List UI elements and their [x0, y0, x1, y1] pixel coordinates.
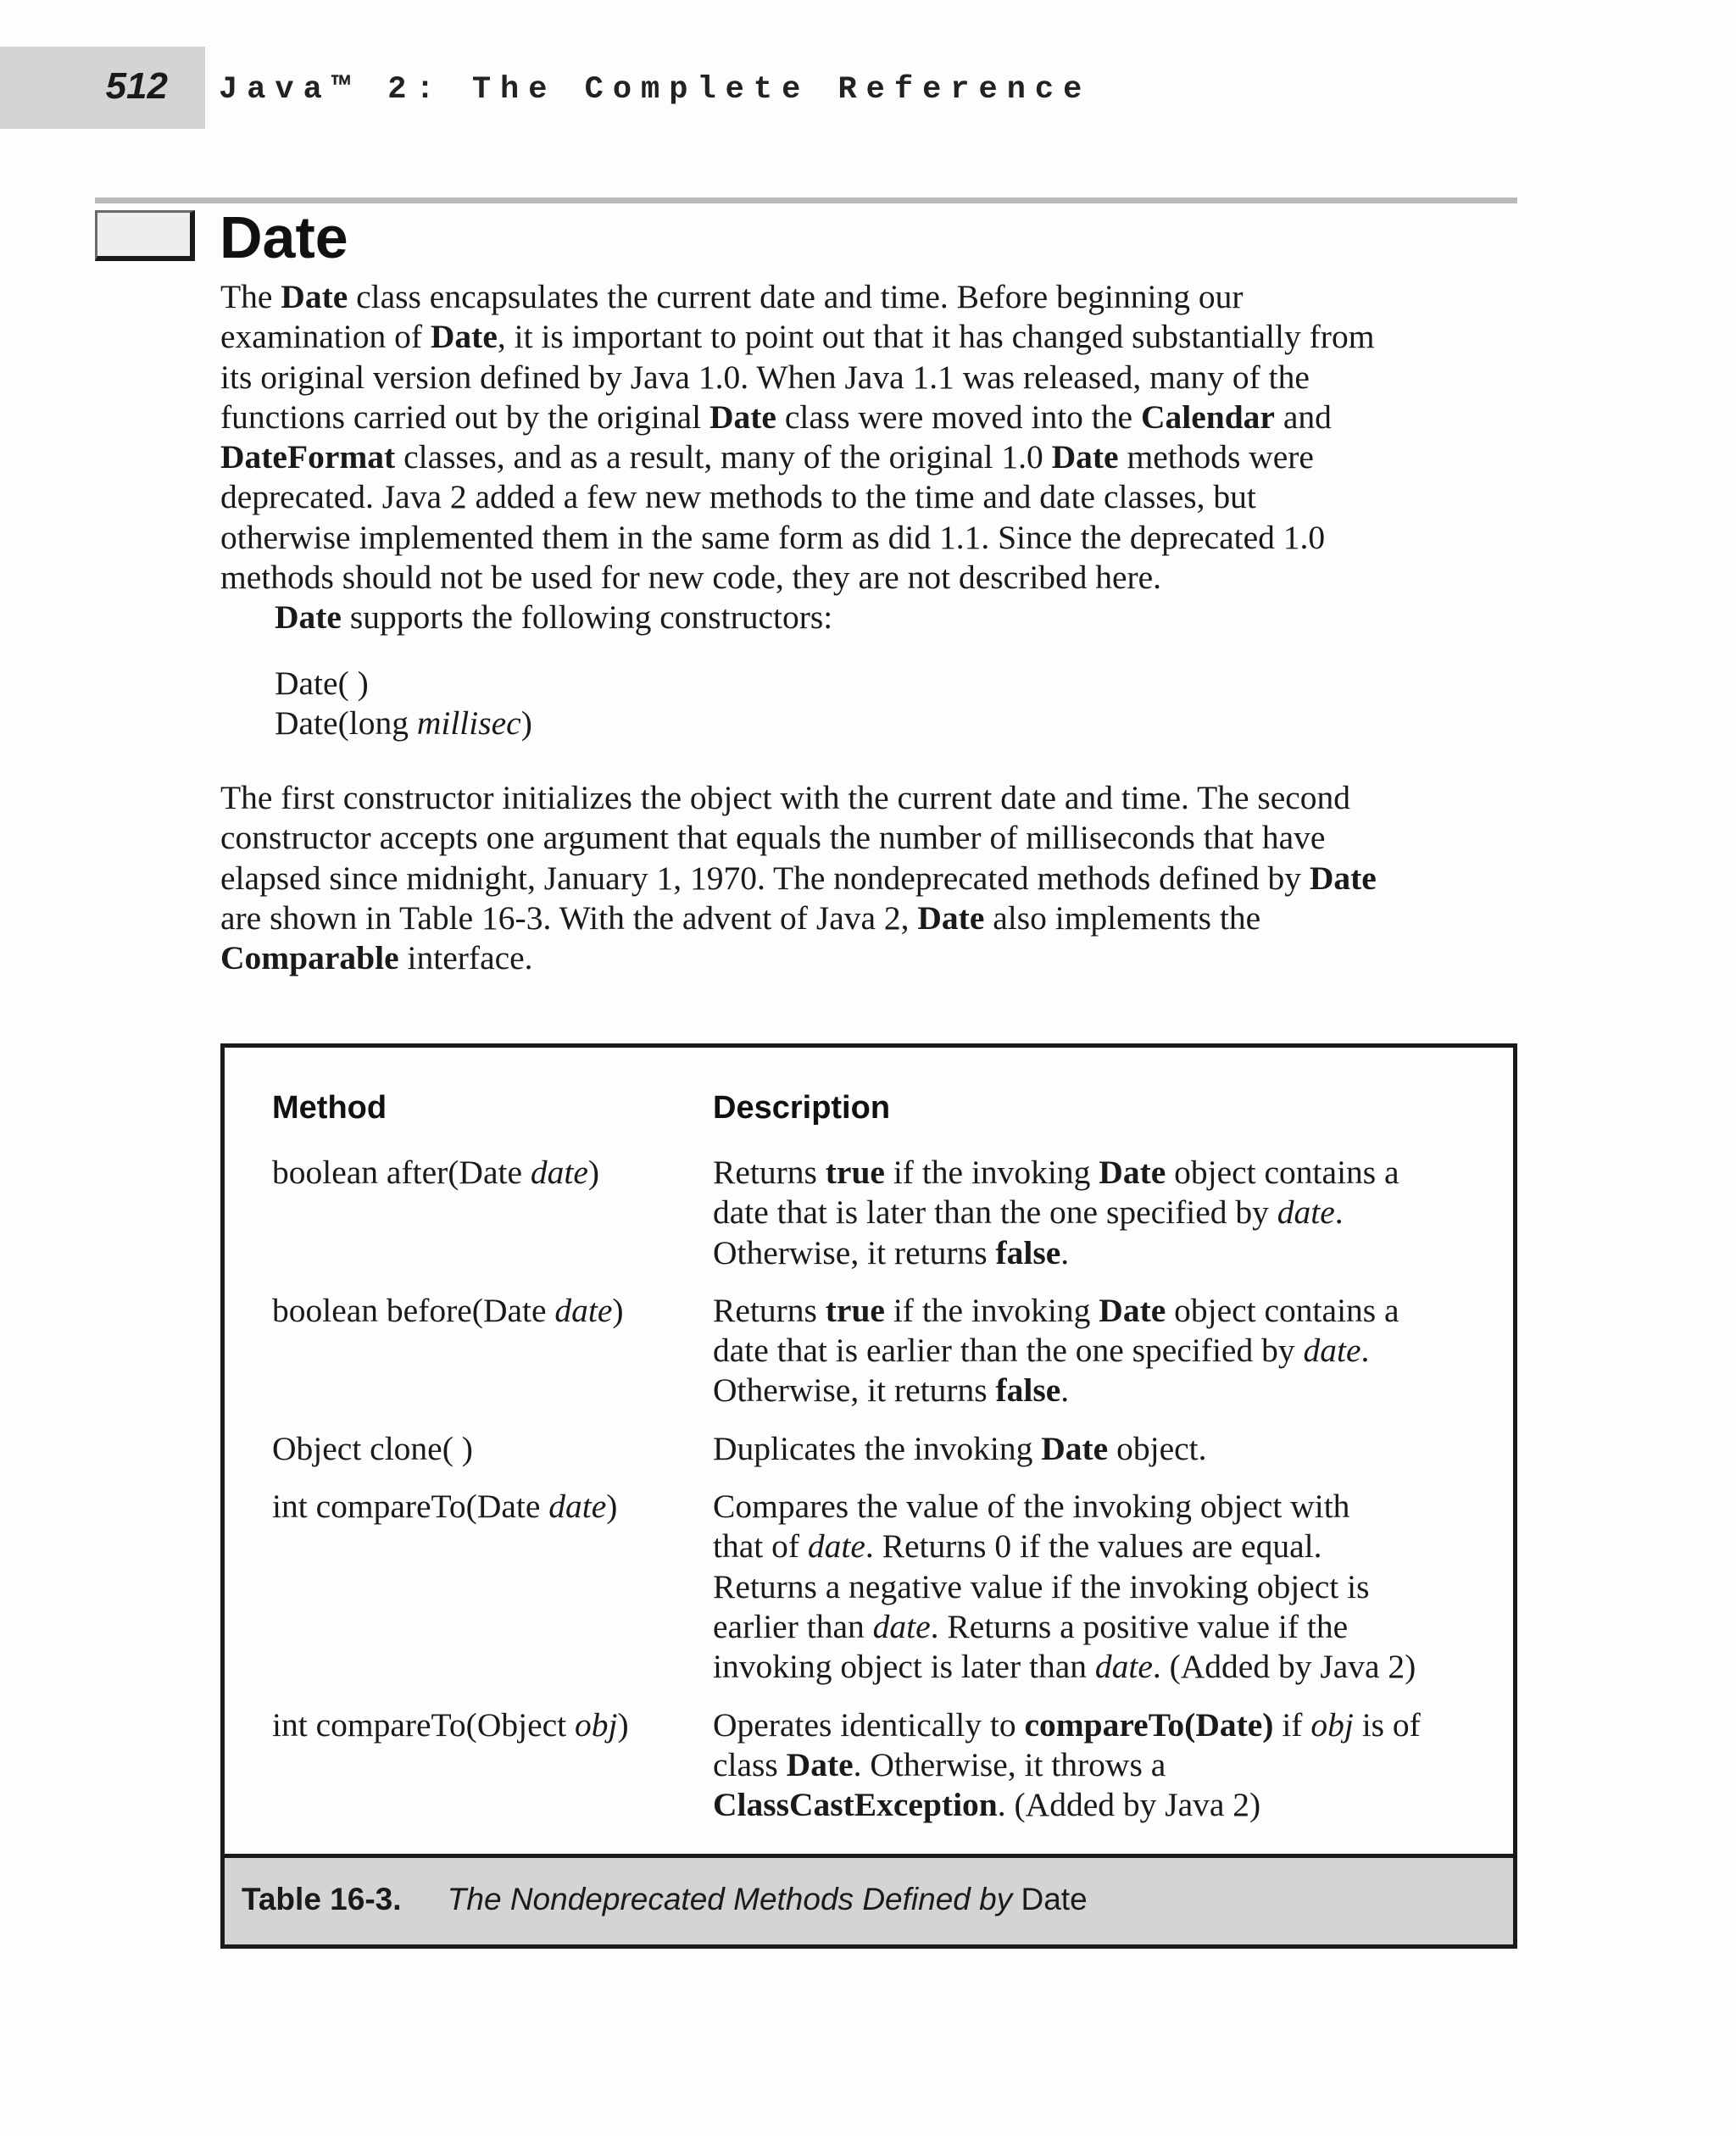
text-run: Date(long [275, 704, 417, 743]
bold-term: Comparable [220, 939, 399, 977]
text-run: supports the following constructors: [341, 598, 833, 637]
text-line [220, 518, 1526, 558]
method-description [713, 1487, 1484, 1687]
method-description [713, 1705, 1484, 1826]
bold-term: Date [430, 318, 498, 356]
text-run: int compareTo(Date [272, 1488, 549, 1526]
bold-term: true [825, 1154, 885, 1191]
intro-paragraph [220, 277, 1526, 638]
method-signature [272, 1487, 713, 1687]
text-run: Returns a negative value if the invoking object is [713, 1567, 1370, 1605]
text-run: are shown in Table 16-3. With the advent of Java 2, [220, 898, 918, 937]
text-run: Otherwise, it returns [713, 1233, 996, 1271]
bold-term: Date [786, 1745, 854, 1783]
text-run: Returns [713, 1154, 826, 1191]
bold-term: DateFormat [220, 438, 396, 476]
text-line [220, 277, 1526, 317]
table-row [272, 1291, 1493, 1411]
intro-lines [220, 277, 1526, 598]
text-line [220, 398, 1526, 437]
text-run: . Returns a positive value if the [930, 1607, 1349, 1645]
text-line [220, 558, 1526, 598]
text-line [220, 437, 1526, 477]
description-line [713, 1429, 1484, 1469]
description-line [713, 1527, 1484, 1566]
running-head-title: Java™ 2: The Complete Reference [219, 72, 1092, 108]
text-run: deprecated. Java 2 added a few new methods to the time and date classes, but [220, 478, 1256, 516]
description-line [713, 1705, 1484, 1745]
text-run: Date( ) [275, 665, 369, 702]
bold-term: ClassCastException [713, 1786, 998, 1824]
text-run: if [1273, 1705, 1311, 1744]
text-run: is of [1353, 1705, 1421, 1744]
text-run: The [220, 278, 281, 315]
text-run: Otherwise, it returns [713, 1371, 996, 1410]
italic-term: date [548, 1488, 607, 1526]
text-line [220, 477, 1526, 517]
bold-term: Calendar [1140, 398, 1275, 436]
text-run: . [1060, 1233, 1070, 1271]
description-line [713, 1567, 1484, 1607]
bold-term: Date [1099, 1291, 1166, 1329]
text-line [220, 317, 1526, 357]
text-run: class encapsulates the current date and time. Before beginning our [348, 278, 1244, 315]
text-line [220, 938, 1526, 978]
text-run: functions carried out by the original [220, 398, 709, 436]
section-title: Date [220, 204, 348, 270]
text-run: The first constructor initializes the object with the current date and time. The second [220, 779, 1351, 816]
section-rule [95, 197, 1517, 203]
text-run: . Returns 0 if the values are equal. [865, 1527, 1322, 1566]
page-number: 512 [105, 65, 168, 107]
text-line [275, 664, 1526, 704]
text-run: . [1334, 1193, 1344, 1232]
page-number-box [0, 47, 205, 129]
text-run: , it is important to point out that it has changed substantially from [497, 318, 1375, 356]
text-run: interface. [398, 939, 533, 977]
description-line [713, 1745, 1484, 1785]
text-run: object contains a [1166, 1154, 1399, 1191]
text-run: its original version defined by Java 1.0. When Java 1.1 was released, many of the [220, 358, 1310, 396]
italic-term: date [1303, 1332, 1361, 1370]
text-run: constructor accepts one argument that equals the number of milliseconds that have [220, 819, 1326, 857]
text-run: class were moved into the [776, 398, 1141, 436]
text-line [220, 358, 1526, 398]
italic-term: date [807, 1527, 865, 1566]
text-run: Returns [713, 1291, 826, 1329]
italic-term: date [554, 1291, 613, 1329]
caption-title: The Nondeprecated Methods Defined by [447, 1882, 1013, 1916]
bold-term: true [825, 1291, 885, 1329]
method-signature [272, 1153, 713, 1273]
bold-term: false [995, 1233, 1061, 1271]
column-header-description: Description [713, 1090, 891, 1126]
table-row [272, 1429, 1493, 1469]
text-run: int compareTo(Object [272, 1705, 575, 1744]
italic-term: date [530, 1154, 588, 1191]
text-run: examination of [220, 318, 431, 356]
caption-class-name: Date [1021, 1882, 1088, 1916]
text-run: ) [612, 1291, 624, 1329]
text-run: class [713, 1745, 787, 1783]
text-run: earlier than [713, 1607, 873, 1645]
method-signature [272, 1291, 713, 1411]
italic-term: obj [575, 1705, 618, 1744]
text-line [220, 859, 1526, 898]
description-line [713, 1233, 1484, 1273]
table-body [272, 1153, 1493, 1843]
text-run: invoking object is later than [713, 1648, 1095, 1686]
text-run: Compares the value of the invoking object with [713, 1488, 1350, 1526]
description-line [713, 1647, 1484, 1687]
description-line [713, 1785, 1484, 1825]
text-run: if the invoking [884, 1291, 1099, 1329]
text-run: . Otherwise, it throws a [853, 1745, 1166, 1783]
table-caption-bar [225, 1854, 1513, 1944]
bold-term: Date [1099, 1154, 1166, 1191]
text-run: Operates identically to [713, 1705, 1025, 1744]
bold-term: Date [709, 398, 776, 436]
text-run: elapsed since midnight, January 1, 1970. The nondeprecated methods defined by [220, 859, 1310, 897]
text-run: ) [587, 1154, 600, 1191]
text-run: . (Added by Java 2) [997, 1786, 1261, 1824]
text-run: . [1060, 1371, 1070, 1410]
text-run: ) [606, 1488, 618, 1526]
text-run: boolean after(Date [272, 1154, 531, 1191]
column-header-method: Method [272, 1090, 387, 1126]
description-line [713, 1291, 1484, 1331]
text-run: ) [617, 1705, 629, 1744]
text-run: date that is earlier than the one specified by [713, 1332, 1304, 1370]
table-caption [242, 1882, 1088, 1917]
text-line [275, 704, 1526, 743]
text-line [220, 818, 1526, 858]
second-paragraph [220, 778, 1526, 978]
methods-table [220, 1043, 1517, 1949]
text-run: that of [713, 1527, 808, 1566]
description-line [713, 1487, 1484, 1527]
description-line [713, 1371, 1484, 1410]
method-description [713, 1429, 1484, 1469]
text-run: object. [1108, 1429, 1207, 1467]
table-row [272, 1705, 1493, 1826]
text-line [220, 778, 1526, 818]
text-run: object contains a [1166, 1291, 1399, 1329]
description-line [713, 1607, 1484, 1647]
text-run: . [1360, 1332, 1370, 1370]
text-line [220, 898, 1526, 938]
table-row [272, 1487, 1493, 1687]
bold-term: Date [1041, 1429, 1109, 1467]
text-run: methods were [1118, 438, 1314, 476]
text-run: methods should not be used for new code, they are not described here. [220, 559, 1162, 597]
constructors-intro [220, 598, 1526, 637]
italic-term: date [1094, 1648, 1153, 1686]
bold-term: compareTo(Date) [1024, 1705, 1274, 1744]
second-paragraph-lines [220, 778, 1526, 978]
italic-term: date [1277, 1193, 1335, 1232]
constructor-lines [220, 664, 1526, 744]
italic-term: date [872, 1607, 931, 1645]
bold-term: Date [1309, 859, 1377, 897]
text-run: Object clone( ) [272, 1429, 473, 1467]
bold-term: Date [281, 278, 348, 315]
italic-term: obj [1310, 1705, 1354, 1744]
section-marker-icon [95, 210, 195, 261]
bold-term: Date [275, 598, 342, 637]
bold-term: Date [917, 898, 985, 937]
text-run: Duplicates the invoking [713, 1429, 1042, 1467]
text-run: otherwise implemented them in the same form as did 1.1. Since the deprecated 1.0 [220, 518, 1326, 556]
constructors-list [220, 664, 1526, 744]
method-signature [272, 1705, 713, 1826]
description-line [713, 1193, 1484, 1232]
method-description [713, 1291, 1484, 1411]
description-line [713, 1331, 1484, 1371]
bold-term: false [995, 1371, 1061, 1410]
text-run: ) [520, 704, 532, 743]
text-run: classes, and as a result, many of the original 1.0 [395, 438, 1052, 476]
description-line [713, 1153, 1484, 1193]
text-run: date that is later than the one specified by [713, 1193, 1277, 1232]
text-run: . (Added by Java 2) [1152, 1648, 1416, 1686]
method-signature [272, 1429, 713, 1469]
text-run: boolean before(Date [272, 1291, 555, 1329]
text-run: if the invoking [884, 1154, 1099, 1191]
italic-term: millisec [416, 704, 521, 743]
table-row [272, 1153, 1493, 1273]
caption-label: Table 16-3. [242, 1882, 402, 1916]
method-description [713, 1153, 1484, 1273]
bold-term: Date [1051, 438, 1119, 476]
text-run: and [1274, 398, 1332, 436]
text-run: also implements the [984, 898, 1261, 937]
